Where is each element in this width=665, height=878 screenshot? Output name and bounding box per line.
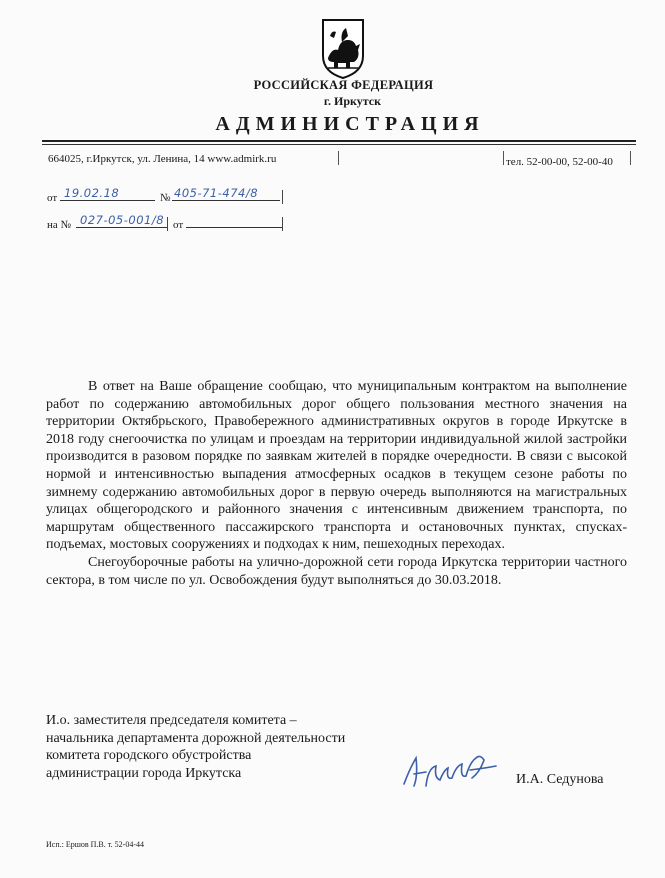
signatory-line: И.о. заместителя председателя комитета – (46, 713, 297, 728)
phone-line: тел. 52-00-00, 52-00-40 (506, 156, 613, 168)
address-line: 664025, г.Иркутск, ул. Ленина, 14 www.admirk.ru (48, 153, 277, 165)
handwritten-signature (400, 748, 500, 792)
coat-of-arms-icon (320, 18, 366, 80)
ref-date-underline (186, 227, 282, 228)
header-rule-thin (42, 144, 636, 145)
registration-number: 405-71-474/8 (174, 186, 259, 200)
body-paragraph: В ответ на Ваше обращение сообщаю, что муниципальным контрактом на выполнение работ по содержанию автомобильных дорог общего пользования местного значения на территории Октябрьского, Правобережного административных округов в городе Иркутске в 2018 году снегоочистка по улицам и проездам на территории индивидуальной жилой застройки производится в разовом порядке по заявкам жителей в порядке очередности. В связи с высокой нормой и интенсивностью выпадения атмосферных осадков в текущем сезоне работы по зимнему содержанию автомобильных дорог в первую очередь выполняются на магистральных улицах общегородского и районного значения с интенсивным движением транспорта, по маршрутам общественного пассажирского транспорта и остановочных пунктах, спусках-подъемах, мостовых сооружениях и подходах к ним, пешеходных переходах. (46, 379, 627, 553)
signatory-line: администрации города Иркутска (46, 765, 242, 781)
ref-underline (76, 227, 168, 228)
executor-note: Исп.: Ершов П.В. т. 52-04-44 (46, 840, 144, 849)
divider (282, 217, 283, 231)
signatory-title (46, 712, 345, 782)
number-label: № (160, 192, 171, 204)
body-paragraph: Снегоуборочные работы на улично-дорожной сети города Иркутска территории частного сектора, в том числе по ул. Освобождения будут выполняться до 30.03.2018. (46, 554, 627, 588)
header-rule (42, 140, 636, 142)
ref-from-label: от (173, 219, 184, 231)
divider (167, 217, 168, 231)
divider (282, 190, 283, 204)
date-underline (60, 200, 155, 201)
signatory-line: комитета городского обустройства (46, 748, 252, 764)
city-heading: г. Иркутск (323, 94, 382, 108)
country-heading: РОССИЙСКАЯ ФЕДЕРАЦИЯ (253, 78, 434, 92)
divider (503, 151, 504, 165)
organization-title: АДМИНИСТРАЦИЯ (215, 113, 485, 135)
ref-number: 027-05-001/8 (80, 213, 165, 227)
registration-date: 19.02.18 (64, 186, 120, 200)
signatory-name: И.А. Седунова (516, 772, 604, 787)
letter-body (46, 378, 627, 589)
divider (338, 151, 339, 165)
ref-label: на № (47, 219, 72, 231)
number-underline (172, 200, 280, 201)
divider (630, 151, 631, 165)
date-label: от (47, 192, 58, 204)
signatory-line: начальника департамента дорожной деятельности (46, 730, 346, 746)
